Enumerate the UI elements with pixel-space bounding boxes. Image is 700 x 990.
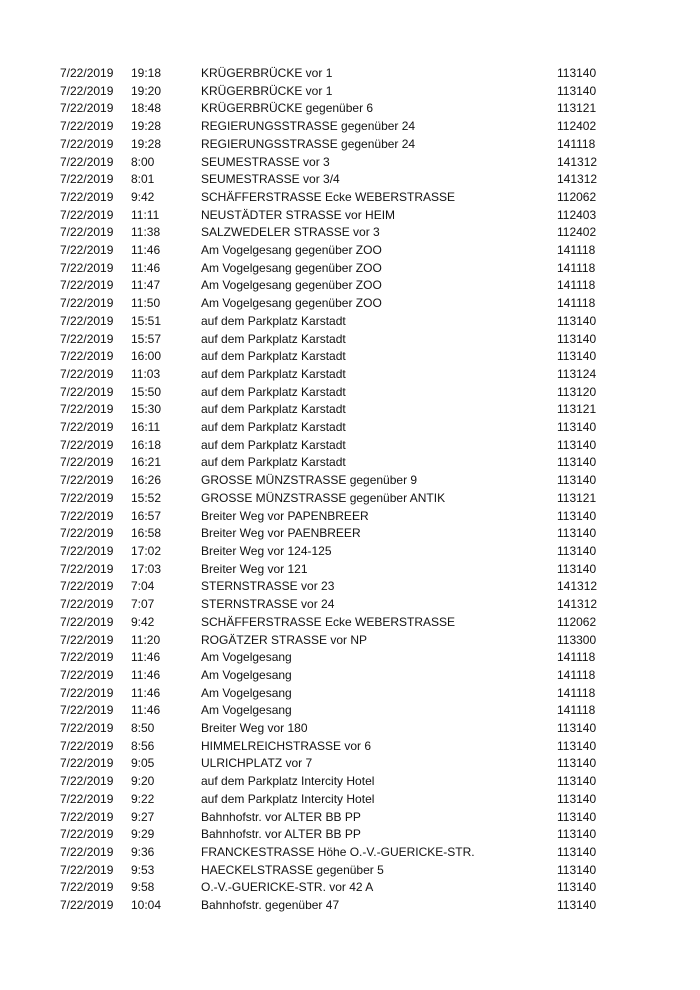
table-row [60,826,607,844]
location-cell: Breiter Weg vor 121 [201,561,308,576]
date-cell: 7/22/2019 [60,331,114,346]
table-row [60,100,607,118]
code-cell: 113140 [557,721,597,736]
location-cell: Breiter Weg vor PAPENBREER [201,508,369,523]
table-row [60,384,607,402]
code-cell: 141312 [557,172,598,187]
code-cell: 113140 [557,774,597,789]
table-row [60,738,607,756]
time-cell: 11:46 [131,260,161,275]
code-cell: 113140 [557,738,597,753]
code-cell: 112403 [557,207,597,222]
code-cell: 113140 [557,437,597,452]
location-cell: auf dem Parkplatz Karstadt [201,437,346,452]
time-cell: 9:42 [131,614,155,629]
code-cell: 113140 [557,827,597,842]
date-cell: 7/22/2019 [60,243,114,258]
location-cell: auf dem Parkplatz Karstadt [201,402,346,417]
date-cell: 7/22/2019 [60,83,114,98]
code-cell: 113121 [557,402,597,417]
location-cell: Am Vogelgesang gegenüber ZOO [201,278,382,293]
date-cell: 7/22/2019 [60,597,114,612]
time-cell: 11:11 [131,207,160,222]
table-row [60,401,607,419]
time-cell: 9:36 [131,844,155,859]
code-cell: 113140 [557,313,597,328]
date-cell: 7/22/2019 [60,437,114,452]
records-table [60,65,607,915]
date-cell: 7/22/2019 [60,402,114,417]
table-row [60,260,607,278]
time-cell: 16:26 [131,473,162,488]
table-row [60,844,607,862]
date-cell: 7/22/2019 [60,296,114,311]
date-cell: 7/22/2019 [60,862,114,877]
time-cell: 17:03 [131,561,162,576]
table-row [60,83,607,101]
location-cell: SCHÄFFERSTRASSE Ecke WEBERSTRASSE [201,614,456,629]
time-cell: 10:04 [131,898,162,913]
code-cell: 141312 [557,154,598,169]
date-cell: 7/22/2019 [60,384,114,399]
time-cell: 19:28 [131,119,162,134]
date-cell: 7/22/2019 [60,791,114,806]
code-cell: 141118 [557,650,596,665]
code-cell: 141118 [557,296,596,311]
time-cell: 7:07 [131,597,155,612]
code-cell: 113140 [557,508,597,523]
date-cell: 7/22/2019 [60,207,114,222]
code-cell: 112402 [557,119,597,134]
location-cell: auf dem Parkplatz Intercity Hotel [201,774,375,789]
location-cell: auf dem Parkplatz Karstadt [201,331,346,346]
location-cell: SCHÄFFERSTRASSE Ecke WEBERSTRASSE [201,189,456,204]
date-cell: 7/22/2019 [60,685,114,700]
location-cell: NEUSTÄDTER STRASSE vor HEIM [201,207,396,222]
code-cell: 113140 [557,473,597,488]
time-cell: 16:21 [131,455,162,470]
time-cell: 19:18 [131,66,162,80]
date-cell: 7/22/2019 [60,278,114,293]
location-cell: auf dem Parkplatz Karstadt [201,420,346,435]
table-row [60,65,607,83]
table-row [60,189,607,207]
time-cell: 16:00 [131,349,162,364]
table-row [60,702,607,720]
time-cell: 11:46 [131,243,161,258]
code-cell: 141118 [557,136,596,151]
table-row [60,136,607,154]
records-table-body [60,65,607,915]
date-cell: 7/22/2019 [60,508,114,523]
table-row [60,242,607,260]
code-cell: 141312 [557,579,598,594]
time-cell: 15:50 [131,384,162,399]
code-cell: 113140 [557,880,597,895]
code-cell: 141118 [557,260,596,275]
date-cell: 7/22/2019 [60,827,114,842]
time-cell: 8:56 [131,738,155,753]
time-cell: 18:48 [131,101,162,116]
location-cell: Breiter Weg vor 180 [201,721,308,736]
date-cell: 7/22/2019 [60,260,114,275]
time-cell: 9:53 [131,862,155,877]
table-row [60,667,607,685]
code-cell: 112062 [557,614,597,629]
table-row [60,472,607,490]
table-row [60,295,607,313]
location-cell: Bahnhofstr. vor ALTER BB PP [201,809,361,824]
time-cell: 11:46 [131,667,161,682]
table-row [60,207,607,225]
location-cell: HIMMELREICHSTRASSE vor 6 [201,738,372,753]
code-cell: 113140 [557,862,597,877]
location-cell: KRÜGERBRÜCKE vor 1 [201,66,333,80]
date-cell: 7/22/2019 [60,898,114,913]
table-row [60,366,607,384]
date-cell: 7/22/2019 [60,154,114,169]
time-cell: 8:01 [131,172,155,187]
code-cell: 113140 [557,331,597,346]
date-cell: 7/22/2019 [60,189,114,204]
table-row [60,454,607,472]
code-cell: 113121 [557,101,597,116]
table-row [60,543,607,561]
time-cell: 9:22 [131,791,155,806]
date-cell: 7/22/2019 [60,420,114,435]
date-cell: 7/22/2019 [60,703,114,718]
date-cell: 7/22/2019 [60,756,114,771]
location-cell: ROGÄTZER STRASSE vor NP [201,632,368,647]
table-row [60,685,607,703]
code-cell: 113140 [557,561,597,576]
table-row [60,614,607,632]
code-cell: 113140 [557,844,597,859]
location-cell: O.-V.-GUERICKE-STR. vor 42 A [201,880,374,895]
code-cell: 113140 [557,455,597,470]
location-cell: STERNSTRASSE vor 23 [201,579,335,594]
table-row [60,791,607,809]
date-cell: 7/22/2019 [60,101,114,116]
date-cell: 7/22/2019 [60,809,114,824]
code-cell: 113140 [557,526,597,541]
date-cell: 7/22/2019 [60,774,114,789]
location-cell: Am Vogelgesang gegenüber ZOO [201,243,382,258]
code-cell: 141118 [557,703,596,718]
time-cell: 9:58 [131,880,155,895]
date-cell: 7/22/2019 [60,172,114,187]
location-cell: GROSSE MÜNZSTRASSE gegenüber 9 [201,473,418,488]
table-row [60,879,607,897]
date-cell: 7/22/2019 [60,543,114,558]
date-cell: 7/22/2019 [60,650,114,665]
table-row [60,632,607,650]
location-cell: SEUMESTRASSE vor 3 [201,154,330,169]
date-cell: 7/22/2019 [60,738,114,753]
table-row [60,419,607,437]
table-row [60,154,607,172]
table-row [60,720,607,738]
time-cell: 16:18 [131,437,162,452]
date-cell: 7/22/2019 [60,667,114,682]
table-row [60,596,607,614]
code-cell: 141118 [557,243,596,258]
time-cell: 19:28 [131,136,162,151]
date-cell: 7/22/2019 [60,614,114,629]
code-cell: 112402 [557,225,597,240]
table-row [60,897,607,915]
code-cell: 113140 [557,756,597,771]
code-cell: 113300 [557,632,597,647]
time-cell: 15:30 [131,402,162,417]
location-cell: auf dem Parkplatz Karstadt [201,349,346,364]
date-cell: 7/22/2019 [60,366,114,381]
code-cell: 113140 [557,543,597,558]
location-cell: auf dem Parkplatz Karstadt [201,366,346,381]
code-cell: 113140 [557,66,597,80]
table-row [60,348,607,366]
table-row [60,277,607,295]
location-cell: GROSSE MÜNZSTRASSE gegenüber ANTIK [201,490,446,505]
table-row [60,649,607,667]
time-cell: 17:02 [131,543,162,558]
location-cell: Am Vogelgesang gegenüber ZOO [201,260,382,275]
time-cell: 8:50 [131,721,155,736]
time-cell: 9:05 [131,756,155,771]
time-cell: 16:57 [131,508,162,523]
code-cell: 113140 [557,809,597,824]
code-cell: 112062 [557,189,597,204]
code-cell: 113120 [557,384,597,399]
time-cell: 11:50 [131,296,161,311]
date-cell: 7/22/2019 [60,632,114,647]
table-row [60,118,607,136]
time-cell: 15:57 [131,331,162,346]
time-cell: 9:20 [131,774,155,789]
code-cell: 141118 [557,685,596,700]
time-cell: 9:27 [131,809,155,824]
table-row [60,862,607,880]
date-cell: 7/22/2019 [60,313,114,328]
date-cell: 7/22/2019 [60,473,114,488]
location-cell: Bahnhofstr. vor ALTER BB PP [201,827,361,842]
time-cell: 11:46 [131,703,161,718]
time-cell: 11:46 [131,685,161,700]
location-cell: auf dem Parkplatz Karstadt [201,384,346,399]
date-cell: 7/22/2019 [60,490,114,505]
code-cell: 141118 [557,278,596,293]
location-cell: Bahnhofstr. gegenüber 47 [201,898,340,913]
location-cell: SALZWEDELER STRASSE vor 3 [201,225,380,240]
code-cell: 113140 [557,420,597,435]
location-cell: Am Vogelgesang gegenüber ZOO [201,296,382,311]
location-cell: Am Vogelgesang [201,703,292,718]
date-cell: 7/22/2019 [60,579,114,594]
date-cell: 7/22/2019 [60,225,114,240]
location-cell: KRÜGERBRÜCKE gegenüber 6 [201,101,374,116]
location-cell: Breiter Weg vor PAENBREER [201,526,361,541]
date-cell: 7/22/2019 [60,119,114,134]
date-cell: 7/22/2019 [60,561,114,576]
table-row [60,331,607,349]
time-cell: 9:42 [131,189,155,204]
table-row [60,809,607,827]
table-row [60,313,607,331]
time-cell: 11:20 [131,632,161,647]
table-row [60,171,607,189]
code-cell: 141312 [557,597,598,612]
location-cell: SEUMESTRASSE vor 3/4 [201,172,340,187]
location-cell: ULRICHPLATZ vor 7 [201,756,313,771]
table-row [60,578,607,596]
code-cell: 113121 [557,490,597,505]
date-cell: 7/22/2019 [60,844,114,859]
time-cell: 16:58 [131,526,162,541]
code-cell: 113140 [557,898,597,913]
location-cell: STERNSTRASSE vor 24 [201,597,335,612]
location-cell: Breiter Weg vor 124-125 [201,543,332,558]
time-cell: 11:46 [131,650,161,665]
table-row [60,773,607,791]
code-cell: 141118 [557,667,596,682]
location-cell: Am Vogelgesang [201,685,292,700]
location-cell: KRÜGERBRÜCKE vor 1 [201,83,333,98]
date-cell: 7/22/2019 [60,136,114,151]
time-cell: 11:38 [131,225,161,240]
table-row [60,755,607,773]
time-cell: 15:51 [131,313,162,328]
table-row [60,224,607,242]
table-row [60,437,607,455]
location-cell: auf dem Parkplatz Karstadt [201,313,346,328]
location-cell: auf dem Parkplatz Intercity Hotel [201,791,375,806]
location-cell: FRANCKESTRASSE Höhe O.-V.-GUERICKE-STR. [201,844,475,859]
date-cell: 7/22/2019 [60,526,114,541]
location-cell: REGIERUNGSSTRASSE gegenüber 24 [201,136,416,151]
time-cell: 7:04 [131,579,155,594]
table-row [60,525,607,543]
location-cell: HAECKELSTRASSE gegenüber 5 [201,862,384,877]
table-row [60,490,607,508]
table-row [60,561,607,579]
date-cell: 7/22/2019 [60,66,114,80]
time-cell: 16:11 [131,420,161,435]
table-row [60,508,607,526]
time-cell: 9:29 [131,827,155,842]
time-cell: 15:52 [131,490,162,505]
location-cell: Am Vogelgesang [201,650,292,665]
code-cell: 113140 [557,791,597,806]
time-cell: 11:03 [131,366,161,381]
location-cell: REGIERUNGSSTRASSE gegenüber 24 [201,119,416,134]
date-cell: 7/22/2019 [60,349,114,364]
date-cell: 7/22/2019 [60,455,114,470]
code-cell: 113140 [557,83,597,98]
date-cell: 7/22/2019 [60,721,114,736]
date-cell: 7/22/2019 [60,880,114,895]
time-cell: 19:20 [131,83,162,98]
time-cell: 11:47 [131,278,161,293]
code-cell: 113124 [557,366,597,381]
location-cell: Am Vogelgesang [201,667,292,682]
time-cell: 8:00 [131,154,155,169]
code-cell: 113140 [557,349,597,364]
location-cell: auf dem Parkplatz Karstadt [201,455,346,470]
